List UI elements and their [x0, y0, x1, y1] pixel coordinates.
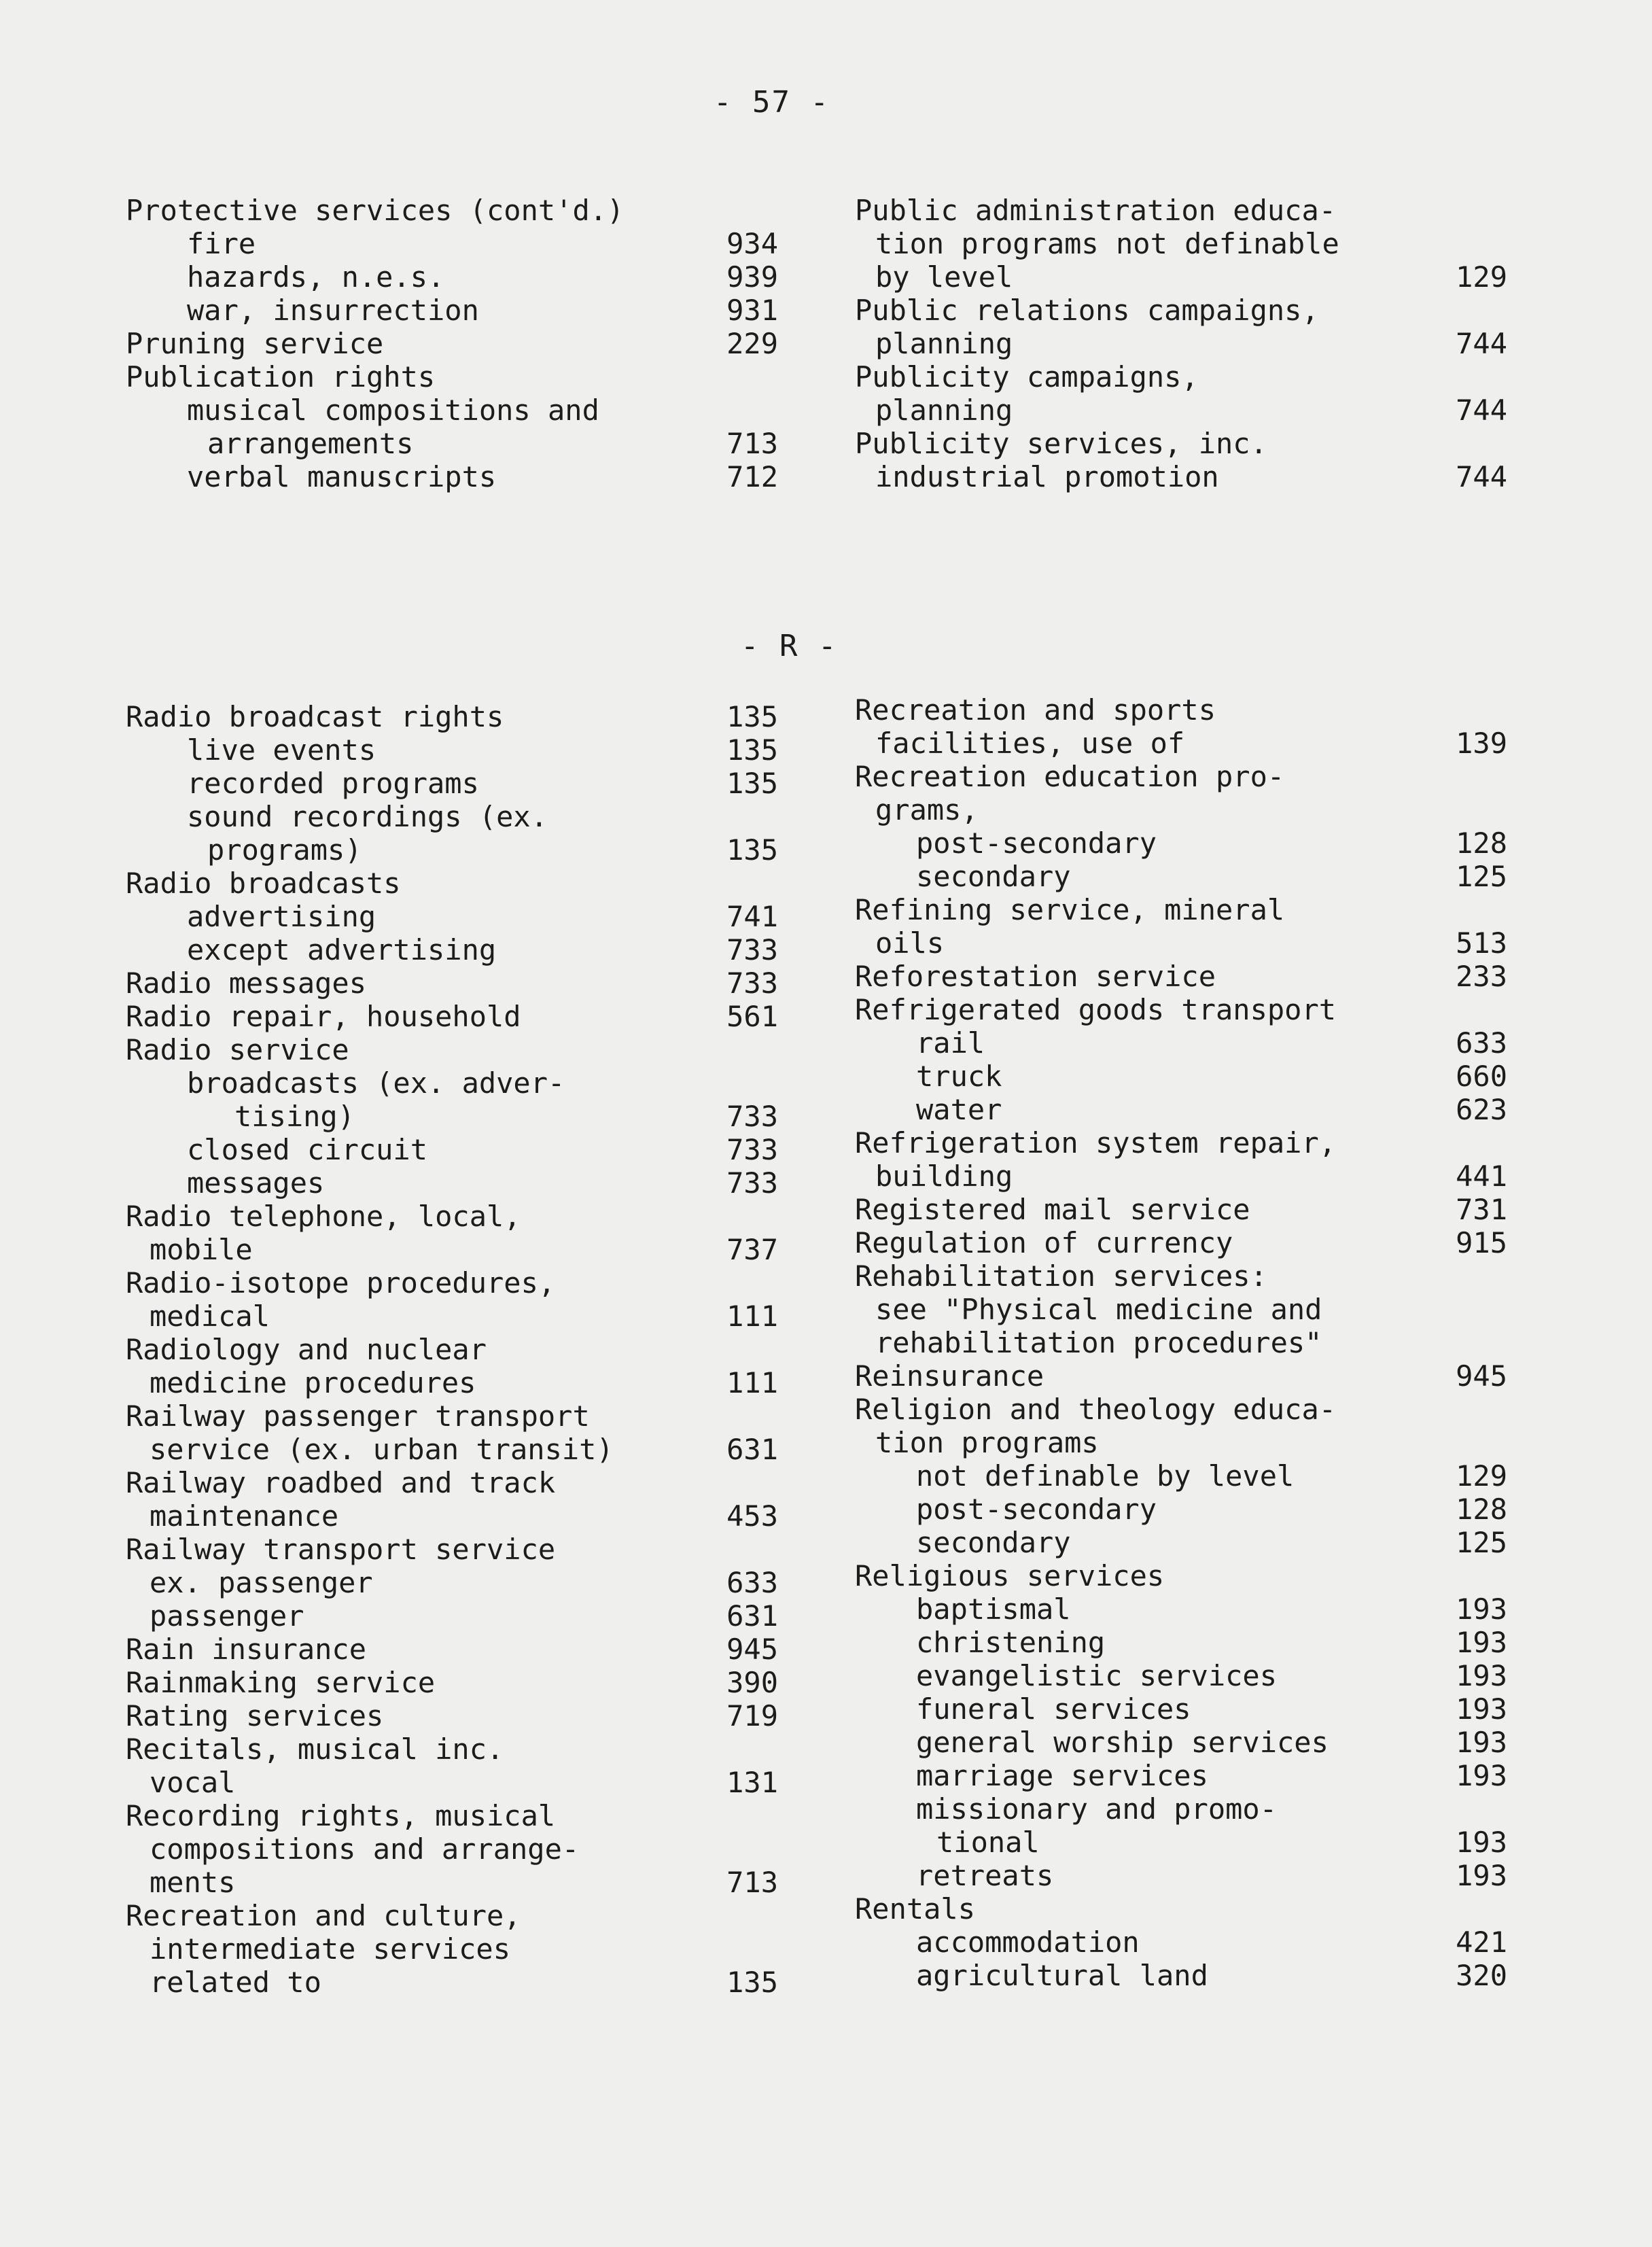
index-entry: [126, 900, 778, 933]
index-term: live events: [187, 733, 376, 767]
index-term: water: [916, 1093, 1002, 1126]
index-entry: [855, 860, 1507, 893]
index-entry: [126, 427, 778, 460]
index-code: 631: [726, 1599, 778, 1633]
index-term: Recreation education pro-: [855, 760, 1285, 793]
index-entry: [126, 294, 778, 327]
index-term: tional: [936, 1826, 1040, 1859]
index-term: marriage services: [916, 1759, 1208, 1792]
index-code: 660: [1456, 1060, 1507, 1093]
index-code: 733: [726, 966, 778, 1000]
index-entry: [126, 327, 778, 360]
index-term: Railway roadbed and track: [126, 1466, 556, 1499]
index-term: Publication rights: [126, 360, 436, 394]
index-entry: [126, 1599, 778, 1633]
index-entry: [855, 993, 1507, 1026]
index-term: related to: [150, 1966, 321, 1999]
index-code: 111: [726, 1300, 778, 1333]
index-term: Recreation and sports: [855, 693, 1216, 727]
index-term: vocal: [150, 1766, 236, 1799]
index-code: 135: [726, 767, 778, 800]
index-code: 139: [1456, 727, 1507, 760]
index-entry: [855, 1892, 1507, 1926]
index-code: 125: [1456, 1526, 1507, 1559]
index-code: 733: [726, 1166, 778, 1200]
left-column-r: [126, 700, 778, 1999]
index-code: 744: [1456, 327, 1507, 360]
index-term: arrangements: [207, 427, 414, 460]
index-term: planning: [875, 394, 1013, 427]
index-term: ments: [150, 1866, 236, 1899]
index-term: mobile: [150, 1233, 253, 1266]
index-term: industrial promotion: [875, 460, 1219, 493]
index-code: 320: [1456, 1959, 1507, 1992]
index-code: 733: [726, 1133, 778, 1166]
index-entry: [126, 733, 778, 767]
index-entry: [126, 1266, 778, 1300]
index-entry: [126, 1533, 778, 1566]
index-code: 733: [726, 1100, 778, 1133]
index-term: Recording rights, musical: [126, 1799, 556, 1832]
index-term: Refining service, mineral: [855, 893, 1285, 926]
index-code: 945: [726, 1633, 778, 1666]
index-code: 421: [1456, 1926, 1507, 1959]
index-entry: [126, 1866, 778, 1899]
index-entry: [126, 1066, 778, 1100]
index-term: programs): [207, 833, 362, 867]
index-term: Registered mail service: [855, 1193, 1250, 1226]
index-term: Rainmaking service: [126, 1666, 436, 1699]
index-code: 744: [1456, 460, 1507, 493]
index-term: Protective services (cont'd.): [126, 194, 625, 227]
index-term: verbal manuscripts: [187, 460, 497, 493]
index-code: 741: [726, 900, 778, 933]
index-term: musical compositions and: [187, 394, 599, 427]
index-term: Religious services: [855, 1559, 1165, 1592]
index-code: 193: [1456, 1726, 1507, 1759]
index-term: general worship services: [916, 1726, 1329, 1759]
index-term: post-secondary: [916, 826, 1157, 860]
index-term: not definable by level: [916, 1459, 1295, 1493]
index-entry: [855, 194, 1507, 227]
index-entry: [126, 867, 778, 900]
index-term: retreats: [916, 1859, 1054, 1892]
index-code: 193: [1456, 1859, 1507, 1892]
index-term: Rentals: [855, 1892, 976, 1926]
index-entry: [855, 327, 1507, 360]
index-term: Radio broadcast rights: [126, 700, 504, 733]
index-term: by level: [875, 260, 1013, 294]
index-entry: [855, 926, 1507, 960]
index-term: secondary: [916, 860, 1071, 893]
index-entry: [126, 1433, 778, 1466]
index-term: Public relations campaigns,: [855, 294, 1319, 327]
index-entry: [126, 394, 778, 427]
index-term: facilities, use of: [875, 727, 1185, 760]
index-entry: [126, 1966, 778, 1999]
index-code: 193: [1456, 1592, 1507, 1626]
index-term: Radio-isotope procedures,: [126, 1266, 556, 1300]
index-entry: [855, 1060, 1507, 1093]
index-code: 713: [726, 427, 778, 460]
index-term: except advertising: [187, 933, 497, 966]
index-term: Railway transport service: [126, 1533, 556, 1566]
index-term: tising): [234, 1100, 355, 1133]
index-term: Reforestation service: [855, 960, 1216, 993]
index-term: Publicity services, inc.: [855, 427, 1267, 460]
right-column-top: [855, 194, 1507, 493]
index-entry: [855, 1759, 1507, 1792]
index-code: 129: [1456, 1459, 1507, 1493]
index-entry: [126, 360, 778, 394]
index-term: post-secondary: [916, 1493, 1157, 1526]
index-term: messages: [187, 1166, 325, 1200]
index-term: Rating services: [126, 1699, 384, 1732]
index-term: closed circuit: [187, 1133, 428, 1166]
index-entry: [126, 260, 778, 294]
index-code: 135: [726, 1966, 778, 1999]
index-entry: [855, 1559, 1507, 1592]
index-entry: [126, 1766, 778, 1799]
index-term: passenger: [150, 1599, 304, 1633]
index-entry: [855, 260, 1507, 294]
index-code: 193: [1456, 1626, 1507, 1659]
index-entry: [126, 1899, 778, 1932]
index-entry: [855, 427, 1507, 460]
index-entry: [855, 693, 1507, 727]
index-term: oils: [875, 926, 945, 960]
index-term: rehabilitation procedures": [875, 1326, 1322, 1359]
index-entry: [855, 793, 1507, 826]
index-term: rail: [916, 1026, 985, 1060]
index-code: 131: [726, 1766, 778, 1799]
index-term: Radio repair, household: [126, 1000, 521, 1033]
index-code: 731: [1456, 1193, 1507, 1226]
section-letter: - R -: [741, 629, 838, 663]
index-entry: [126, 800, 778, 833]
index-code: 229: [726, 327, 778, 360]
index-entry: [126, 767, 778, 800]
index-code: 623: [1456, 1093, 1507, 1126]
index-entry: [126, 1200, 778, 1233]
index-entry: [126, 1399, 778, 1433]
left-column-top: [126, 194, 778, 493]
index-entry: [855, 893, 1507, 926]
index-code: 744: [1456, 394, 1507, 427]
index-entry: [855, 1193, 1507, 1226]
index-entry: [126, 833, 778, 867]
index-term: Radio telephone, local,: [126, 1200, 521, 1233]
index-term: Railway passenger transport: [126, 1399, 590, 1433]
index-code: 125: [1456, 860, 1507, 893]
index-term: Refrigerated goods transport: [855, 993, 1337, 1026]
index-entry: [855, 1259, 1507, 1293]
index-code: 135: [726, 833, 778, 867]
index-code: 390: [726, 1666, 778, 1699]
index-code: 719: [726, 1699, 778, 1732]
index-term: accommodation: [916, 1926, 1140, 1959]
index-code: 561: [726, 1000, 778, 1033]
index-entry: [126, 1799, 778, 1832]
index-code: 934: [726, 227, 778, 260]
index-term: medicine procedures: [150, 1366, 476, 1399]
index-term: Radio service: [126, 1033, 349, 1066]
index-entry: [855, 1726, 1507, 1759]
index-code: 135: [726, 700, 778, 733]
index-entry: [126, 1466, 778, 1499]
index-term: advertising: [187, 900, 376, 933]
index-entry: [855, 1659, 1507, 1692]
index-code: 193: [1456, 1692, 1507, 1726]
index-term: Reinsurance: [855, 1359, 1044, 1393]
index-entry: [855, 1826, 1507, 1859]
index-entry: [855, 1393, 1507, 1426]
index-term: intermediate services: [150, 1932, 511, 1966]
index-entry: [855, 1926, 1507, 1959]
index-entry: [855, 960, 1507, 993]
index-entry: [126, 1832, 778, 1866]
index-term: Pruning service: [126, 327, 384, 360]
index-code: 931: [726, 294, 778, 327]
index-entry: [855, 1126, 1507, 1160]
index-entry: [855, 1359, 1507, 1393]
index-entry: [855, 826, 1507, 860]
index-term: Radio broadcasts: [126, 867, 401, 900]
index-term: compositions and arrange-: [150, 1832, 580, 1866]
index-code: 193: [1456, 1826, 1507, 1859]
index-entry: [855, 1859, 1507, 1892]
index-term: evangelistic services: [916, 1659, 1278, 1692]
index-code: 441: [1456, 1160, 1507, 1193]
index-entry: [126, 227, 778, 260]
index-code: 193: [1456, 1759, 1507, 1792]
index-term: sound recordings (ex.: [187, 800, 548, 833]
index-entry: [126, 1000, 778, 1033]
index-term: grams,: [875, 793, 979, 826]
index-term: tion programs not definable: [875, 227, 1339, 260]
index-code: 939: [726, 260, 778, 294]
index-entry: [855, 360, 1507, 394]
index-term: ex. passenger: [150, 1566, 373, 1599]
index-term: Public administration educa-: [855, 194, 1337, 227]
index-code: 633: [1456, 1026, 1507, 1060]
index-code: 631: [726, 1433, 778, 1466]
index-entry: [126, 1932, 778, 1966]
index-entry: [855, 1493, 1507, 1526]
index-entry: [126, 1732, 778, 1766]
index-entry: [126, 700, 778, 733]
index-entry: [855, 1526, 1507, 1559]
index-entry: [126, 1233, 778, 1266]
index-entry: [855, 1959, 1507, 1992]
index-code: 737: [726, 1233, 778, 1266]
index-entry: [855, 1626, 1507, 1659]
index-term: see "Physical medicine and: [875, 1293, 1322, 1326]
index-term: Recitals, musical inc.: [126, 1732, 504, 1766]
index-term: missionary and promo-: [916, 1792, 1278, 1826]
index-term: Publicity campaigns,: [855, 360, 1199, 394]
index-code: 135: [726, 733, 778, 767]
index-term: Recreation and culture,: [126, 1899, 521, 1932]
index-entry: [855, 1459, 1507, 1493]
index-entry: [126, 1166, 778, 1200]
index-entry: [126, 1666, 778, 1699]
index-term: Refrigeration system repair,: [855, 1126, 1337, 1160]
index-code: 128: [1456, 826, 1507, 860]
index-entry: [126, 1499, 778, 1533]
index-code: 713: [726, 1866, 778, 1899]
right-column-r: [855, 693, 1507, 1992]
index-term: service (ex. urban transit): [150, 1433, 614, 1466]
index-term: maintenance: [150, 1499, 339, 1533]
index-entry: [855, 394, 1507, 427]
index-code: 513: [1456, 926, 1507, 960]
index-term: Rehabilitation services:: [855, 1259, 1267, 1293]
index-entry: [126, 1300, 778, 1333]
index-entry: [855, 1093, 1507, 1126]
index-entry: [126, 1699, 778, 1732]
index-entry: [855, 1426, 1507, 1459]
index-entry: [126, 966, 778, 1000]
index-code: 128: [1456, 1493, 1507, 1526]
index-term: war, insurrection: [187, 294, 479, 327]
index-entry: [855, 1226, 1507, 1259]
index-entry: [855, 1792, 1507, 1826]
index-entry: [855, 1293, 1507, 1326]
index-term: agricultural land: [916, 1959, 1208, 1992]
index-entry: [855, 460, 1507, 493]
index-term: medical: [150, 1300, 270, 1333]
index-term: Religion and theology educa-: [855, 1393, 1337, 1426]
index-term: funeral services: [916, 1692, 1191, 1726]
index-code: 111: [726, 1366, 778, 1399]
index-entry: [126, 1033, 778, 1066]
index-term: broadcasts (ex. adver-: [187, 1066, 565, 1100]
index-term: Radiology and nuclear: [126, 1333, 487, 1366]
index-code: 129: [1456, 260, 1507, 294]
index-entry: [126, 1366, 778, 1399]
index-term: christening: [916, 1626, 1106, 1659]
index-code: 193: [1456, 1659, 1507, 1692]
index-code: 233: [1456, 960, 1507, 993]
index-entry: [126, 1100, 778, 1133]
index-code: 945: [1456, 1359, 1507, 1393]
page-number: - 57 -: [714, 85, 830, 120]
index-term: baptismal: [916, 1592, 1071, 1626]
index-term: Radio messages: [126, 966, 367, 1000]
index-term: planning: [875, 327, 1013, 360]
index-entry: [126, 460, 778, 493]
index-code: 712: [726, 460, 778, 493]
index-entry: [126, 1566, 778, 1599]
index-entry: [855, 1160, 1507, 1193]
index-term: truck: [916, 1060, 1002, 1093]
index-term: fire: [187, 227, 256, 260]
index-term: recorded programs: [187, 767, 479, 800]
index-entry: [126, 933, 778, 966]
index-entry: [855, 227, 1507, 260]
index-entry: [855, 760, 1507, 793]
index-entry: [126, 1333, 778, 1366]
index-code: 633: [726, 1566, 778, 1599]
index-entry: [855, 1592, 1507, 1626]
index-term: Rain insurance: [126, 1633, 367, 1666]
index-entry: [855, 1692, 1507, 1726]
index-entry: [855, 294, 1507, 327]
index-entry: [126, 1633, 778, 1666]
index-term: tion programs: [875, 1426, 1099, 1459]
index-code: 453: [726, 1499, 778, 1533]
index-code: 733: [726, 933, 778, 966]
index-term: secondary: [916, 1526, 1071, 1559]
index-entry: [855, 727, 1507, 760]
index-entry: [126, 194, 778, 227]
index-term: Regulation of currency: [855, 1226, 1233, 1259]
index-term: building: [875, 1160, 1013, 1193]
index-entry: [126, 1133, 778, 1166]
index-term: hazards, n.e.s.: [187, 260, 445, 294]
index-entry: [855, 1026, 1507, 1060]
index-code: 915: [1456, 1226, 1507, 1259]
index-entry: [855, 1326, 1507, 1359]
